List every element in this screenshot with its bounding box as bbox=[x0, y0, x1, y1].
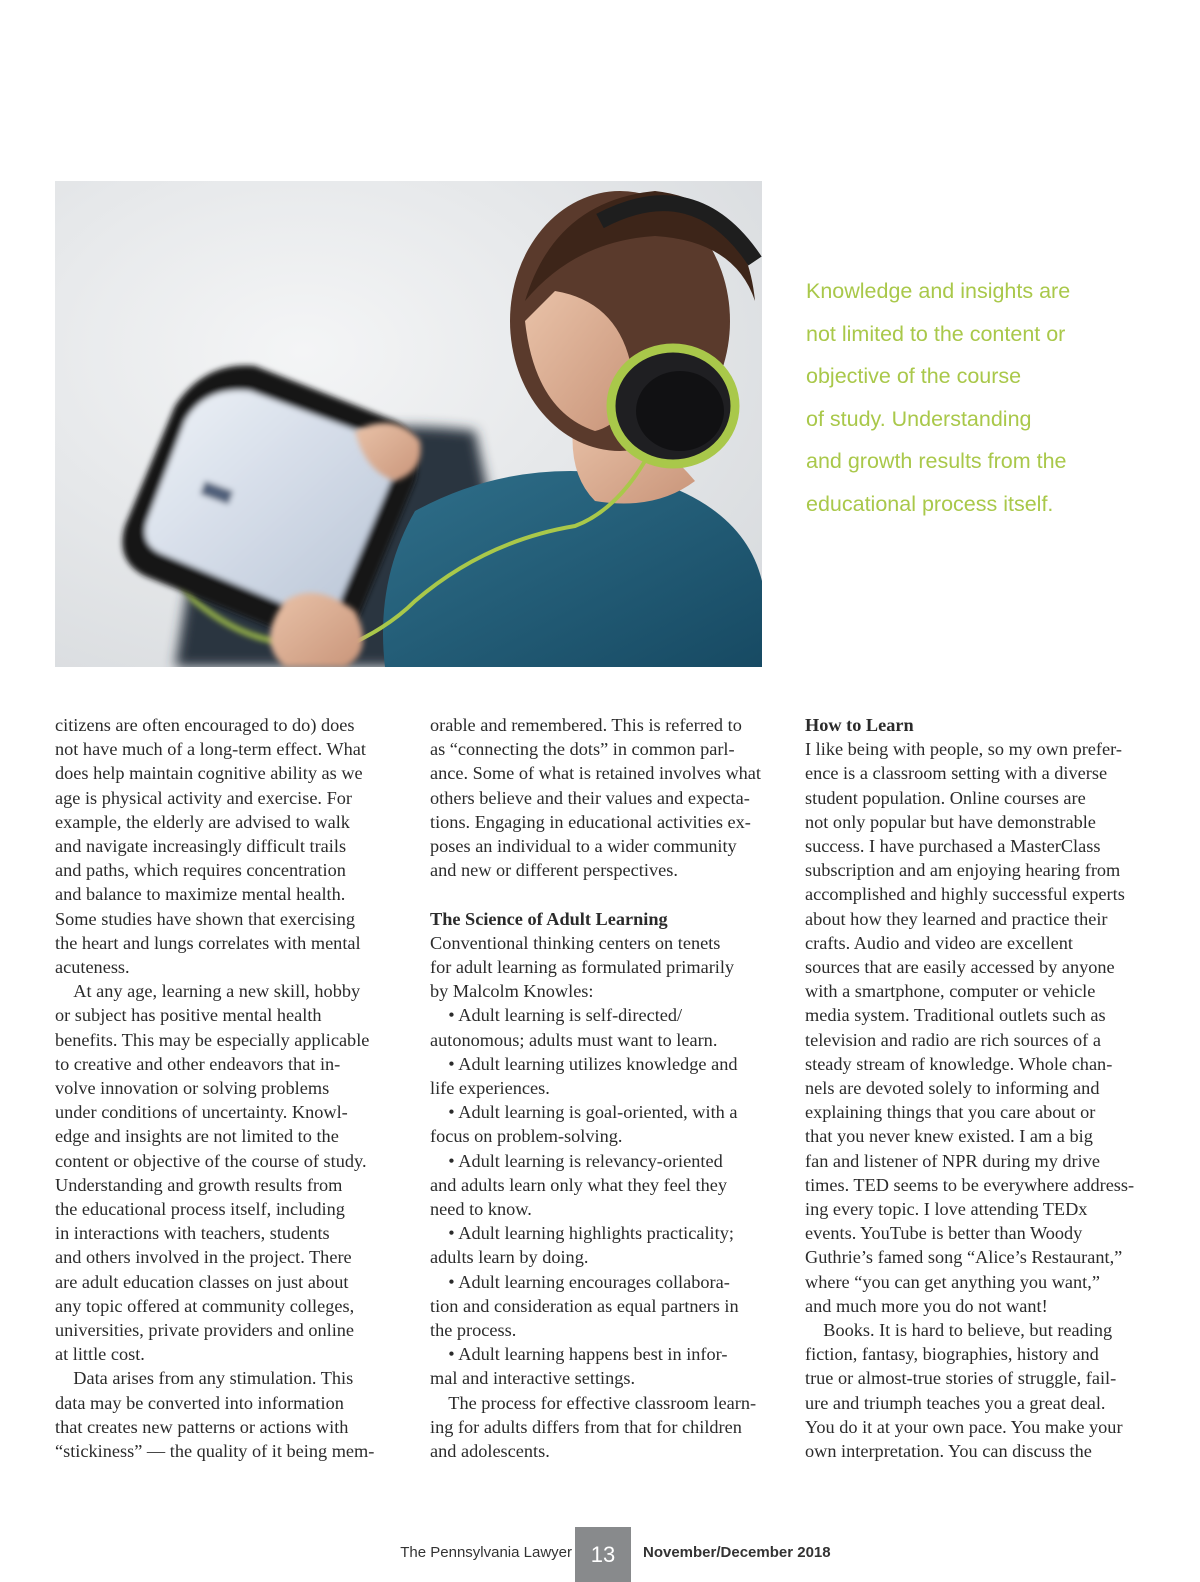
text-line: need to know. bbox=[430, 1199, 532, 1220]
column-3 bbox=[805, 713, 1145, 1463]
text-line: as “connecting the dots” in common parl- bbox=[430, 739, 735, 760]
text-line: any topic offered at community colleges, bbox=[55, 1295, 355, 1316]
text-line: content or objective of the course of study. bbox=[55, 1150, 367, 1171]
page-footer bbox=[0, 1527, 1200, 1582]
text-line: and others involved in the project. There bbox=[55, 1247, 352, 1268]
article-photo bbox=[55, 181, 762, 667]
text-line: in interactions with teachers, students bbox=[55, 1223, 330, 1244]
text-line: and paths, which requires concentration bbox=[55, 860, 346, 881]
text-line: • Adult learning happens best in infor- bbox=[430, 1344, 728, 1365]
text-line: and much more you do not want! bbox=[805, 1295, 1048, 1316]
text-line: poses an individual to a wider community bbox=[430, 836, 737, 857]
text-line: orable and remembered. This is referred to bbox=[430, 715, 742, 735]
text-line: steady stream of knowledge. Whole chan- bbox=[805, 1053, 1113, 1074]
text-line: I like being with people, so my own prefer- bbox=[805, 739, 1122, 760]
text-line: crafts. Audio and video are excellent bbox=[805, 932, 1074, 953]
text-line: Data arises from any stimulation. This bbox=[55, 1368, 354, 1389]
pull-quote-line: and growth results from the bbox=[806, 449, 1067, 473]
text-line: benefits. This may be especially applicable bbox=[55, 1029, 370, 1050]
text-line: The process for effective classroom learn- bbox=[430, 1392, 757, 1413]
text-line: are adult education classes on just about bbox=[55, 1271, 349, 1292]
text-line: explaining things that you care about or bbox=[805, 1102, 1096, 1123]
text-line: times. TED seems to be everywhere address- bbox=[805, 1174, 1135, 1195]
pull-quote-line: objective of the course bbox=[806, 364, 1022, 388]
text-line: focus on problem-solving. bbox=[430, 1126, 623, 1147]
text-line: the heart and lungs correlates with mental bbox=[55, 932, 361, 953]
pull-quote bbox=[806, 270, 1136, 525]
text-line: Guthrie’s famed song “Alice’s Restaurant,” bbox=[805, 1247, 1123, 1268]
text-line: under conditions of uncertainty. Knowl- bbox=[55, 1102, 348, 1123]
text-line: and navigate increasingly difficult trails bbox=[55, 836, 347, 857]
text-line: by Malcolm Knowles: bbox=[430, 981, 594, 1002]
page-number: 13 bbox=[575, 1527, 631, 1582]
text-line: not have much of a long-term effect. What bbox=[55, 739, 367, 760]
text-line: autonomous; adults must want to learn. bbox=[430, 1029, 718, 1050]
text-line: events. YouTube is better than Woody bbox=[805, 1223, 1083, 1244]
text-line: where “you can get anything you want,” bbox=[805, 1271, 1100, 1292]
text-line: and adolescents. bbox=[430, 1441, 550, 1462]
text-line: tion and consideration as equal partners in bbox=[430, 1295, 739, 1316]
text-line: • Adult learning encourages collabora- bbox=[430, 1271, 730, 1292]
pull-quote-line: educational process itself. bbox=[806, 491, 1054, 516]
text-line: acuteness. bbox=[55, 957, 130, 978]
text-line: and new or different perspectives. bbox=[430, 860, 678, 881]
text-line: tions. Engaging in educational activities ex- bbox=[430, 811, 751, 832]
text-line: • Adult learning highlights practicality; bbox=[430, 1223, 734, 1244]
text-line: accomplished and highly successful experts bbox=[805, 884, 1125, 905]
text-line: true or almost-true stories of struggle, fail- bbox=[805, 1368, 1117, 1389]
text-line: adults learn by doing. bbox=[430, 1247, 589, 1268]
column-2 bbox=[430, 713, 770, 1463]
pull-quote-line: of study. Understanding bbox=[806, 406, 1032, 431]
text-line: ing every topic. I love attending TEDx bbox=[805, 1199, 1088, 1220]
text-line: age is physical activity and exercise. For bbox=[55, 787, 352, 808]
text-line: At any age, learning a new skill, hobby bbox=[55, 981, 361, 1002]
text-line: to creative and other endeavors that in- bbox=[55, 1053, 341, 1074]
pull-quote-line: Knowledge and insights are bbox=[806, 279, 1071, 303]
text-line: success. I have purchased a MasterClass bbox=[805, 836, 1101, 857]
text-line: Understanding and growth results from bbox=[55, 1174, 343, 1195]
text-line: television and radio are rich sources of a bbox=[805, 1029, 1101, 1050]
text-line: fan and listener of NPR during my drive bbox=[805, 1150, 1100, 1171]
pull-quote-line: not limited to the content or bbox=[806, 321, 1066, 346]
text-line: Conventional thinking centers on tenets bbox=[430, 932, 721, 953]
text-line: universities, private providers and online bbox=[55, 1320, 355, 1341]
text-line: ure and triumph teaches you a great deal. bbox=[805, 1392, 1106, 1413]
paragraph-spacer bbox=[430, 882, 770, 906]
text-line: ance. Some of what is retained involves what bbox=[430, 763, 761, 784]
text-line: at little cost. bbox=[55, 1344, 145, 1365]
section-heading: The Science of Adult Learning bbox=[430, 908, 668, 929]
text-line: ence is a classroom setting with a diverse bbox=[805, 763, 1108, 784]
text-line: sources that are easily accessed by anyone bbox=[805, 957, 1115, 978]
text-line: not only popular but have demonstrable bbox=[805, 811, 1096, 832]
publication-name: The Pennsylvania Lawyer bbox=[400, 1544, 572, 1561]
text-line: nels are devoted solely to informing and bbox=[805, 1078, 1100, 1099]
text-line: Some studies have shown that exercising bbox=[55, 908, 356, 929]
text-line: and adults learn only what they feel they bbox=[430, 1174, 727, 1195]
text-line: that you never knew existed. I am a big bbox=[805, 1126, 1093, 1147]
text-line: life experiences. bbox=[430, 1078, 550, 1099]
text-line: the educational process itself, including bbox=[55, 1199, 345, 1220]
text-line: citizens are often encouraged to do) does bbox=[55, 715, 355, 735]
text-line: You do it at your own pace. You make your bbox=[805, 1416, 1123, 1437]
text-line: mal and interactive settings. bbox=[430, 1368, 636, 1389]
text-line: and balance to maximize mental health. bbox=[55, 884, 346, 905]
text-line: media system. Traditional outlets such as bbox=[805, 1005, 1106, 1026]
text-line: data may be converted into information bbox=[55, 1392, 344, 1413]
text-line: • Adult learning is self-directed/ bbox=[430, 1005, 683, 1026]
text-line: the process. bbox=[430, 1320, 517, 1341]
text-line: ing for adults differs from that for children bbox=[430, 1416, 742, 1437]
text-line: for adult learning as formulated primarily bbox=[430, 957, 735, 978]
text-line: volve innovation or solving problems bbox=[55, 1078, 330, 1099]
text-line: or subject has positive mental health bbox=[55, 1005, 322, 1026]
text-line: “stickiness” — the quality of it being mem- bbox=[55, 1441, 375, 1462]
text-line: own interpretation. You can discuss the bbox=[805, 1441, 1092, 1462]
photo-illustration bbox=[55, 181, 762, 667]
text-line: example, the elderly are advised to walk bbox=[55, 811, 350, 832]
text-line: Books. It is hard to believe, but reading bbox=[805, 1320, 1113, 1341]
text-line: • Adult learning utilizes knowledge and bbox=[430, 1053, 738, 1074]
issue-date: November/December 2018 bbox=[643, 1544, 831, 1561]
text-line: subscription and am enjoying hearing from bbox=[805, 860, 1121, 881]
text-line: with a smartphone, computer or vehicle bbox=[805, 981, 1096, 1002]
section-heading: How to Learn bbox=[805, 715, 914, 735]
text-line: • Adult learning is relevancy-oriented bbox=[430, 1150, 723, 1171]
text-line: fiction, fantasy, biographies, history and bbox=[805, 1344, 1099, 1365]
text-line: does help maintain cognitive ability as we bbox=[55, 763, 363, 784]
text-line: student population. Online courses are bbox=[805, 787, 1086, 808]
column-1 bbox=[55, 713, 395, 1463]
text-line: about how they learned and practice their bbox=[805, 908, 1108, 929]
text-line: others believe and their values and expecta- bbox=[430, 787, 750, 808]
text-line: • Adult learning is goal-oriented, with a bbox=[430, 1102, 738, 1123]
text-line: that creates new patterns or actions with bbox=[55, 1416, 349, 1437]
text-line: edge and insights are not limited to the bbox=[55, 1126, 339, 1147]
